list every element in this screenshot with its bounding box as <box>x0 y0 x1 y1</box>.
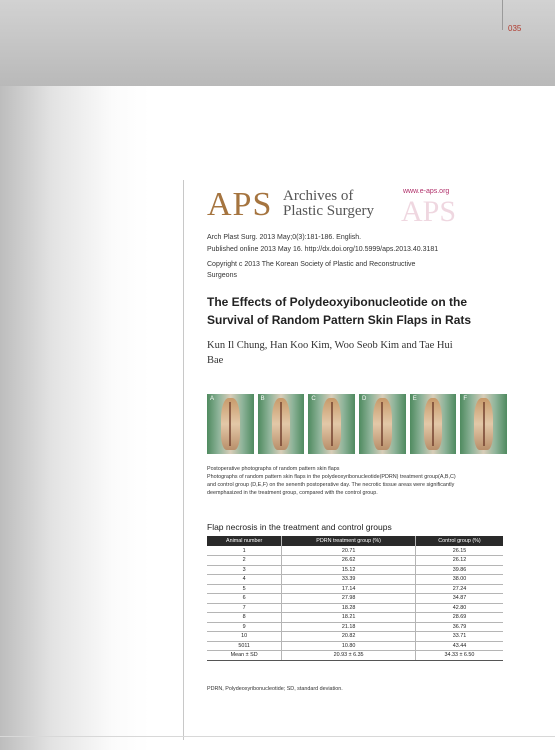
table-row <box>207 546 503 556</box>
figure-caption-line2: Photographs of random pattern skin flaps in the polydeoxyribonucleotide(PDRN) treatment group(A,B,C) <box>207 474 456 480</box>
figure-caption-line4: deemphasized in the treatment group, compared with the control group. <box>207 490 378 496</box>
table-cell: 5011 <box>207 641 282 651</box>
table-cell: 20.93 ± 6.35 <box>282 651 416 661</box>
article-title-line1: The Effects of Polydeoxyibonucleotide on the <box>207 295 468 309</box>
table-cell: 26.15 <box>415 546 503 556</box>
table-cell: 3 <box>207 565 282 575</box>
table-cell: 33.71 <box>415 632 503 642</box>
journal-url[interactable]: www.e-aps.org <box>403 188 450 195</box>
table-title: Flap necrosis in the treatment and control groups <box>207 522 392 532</box>
author-list-line2: Bae <box>207 355 224 366</box>
table-cell: 9 <box>207 622 282 632</box>
table-cell: 33.39 <box>282 575 416 585</box>
figure-caption-line3: and control group (D,E,F) on the senenth postoperative day. The necrotic tissue areas were significantly <box>207 482 455 488</box>
table-row <box>207 565 503 575</box>
journal-logo-acronym: APS <box>207 186 273 223</box>
table-cell: 2 <box>207 556 282 566</box>
table-cell: 26.12 <box>415 556 503 566</box>
article-title-line2: Survival of Random Pattern Skin Flaps in Rats <box>207 313 472 327</box>
figure-panel-a <box>207 394 254 454</box>
author-list <box>207 338 507 368</box>
svg-text:APS: APS <box>401 195 457 224</box>
table-row <box>207 613 503 623</box>
citation-block <box>207 232 507 281</box>
author-list-line1: Kun Il Chung, Han Koo Kim, Woo Seob Kim and Tae Hui <box>207 340 453 351</box>
table-cell: 18.21 <box>282 613 416 623</box>
table-row <box>207 603 503 613</box>
figure-photographs <box>207 394 507 454</box>
journal-name-line2: Plastic Surgery <box>283 203 374 219</box>
page-number-rule <box>502 0 503 30</box>
journal-name-line1: Archives of <box>283 188 354 204</box>
journal-header <box>207 186 507 226</box>
figure-panel-label: E <box>412 396 417 402</box>
table-cell: 21.18 <box>282 622 416 632</box>
figure-panel-label: D <box>362 396 367 402</box>
table-row <box>207 641 503 651</box>
journal-name <box>283 189 374 219</box>
table-cell: 34.87 <box>415 594 503 604</box>
table-row <box>207 584 503 594</box>
table-cell: 18.28 <box>282 603 416 613</box>
page-fold-shadow <box>0 86 150 750</box>
table-cell: 43.44 <box>415 641 503 651</box>
table-cell: 4 <box>207 575 282 585</box>
table-row-summary <box>207 651 503 661</box>
table-header-row <box>207 536 503 546</box>
table-row <box>207 632 503 642</box>
figure-panel-label: A <box>210 396 215 402</box>
figure-panel-b <box>258 394 305 454</box>
table-row <box>207 594 503 604</box>
copyright-line-1: Copyright c 2013 The Korean Society of Plastic and Reconstructive <box>207 261 416 268</box>
table-row <box>207 575 503 585</box>
table-row <box>207 556 503 566</box>
figure-caption <box>207 465 507 497</box>
table-cell: 7 <box>207 603 282 613</box>
citation-line: Arch Plast Surg. 2013 May;0(3):181-186. English. <box>207 234 362 241</box>
figure-panel-d <box>359 394 406 454</box>
table-cell: 42.80 <box>415 603 503 613</box>
table-cell: 1 <box>207 546 282 556</box>
table-cell: 38.00 <box>415 575 503 585</box>
figure-caption-line1: Postoperative photographs of random pattern skin flaps <box>207 466 340 472</box>
table-footnote: PDRN, Polydeoxyribonucleotide; SD, standard deviation. <box>207 686 343 692</box>
table-cell: 27.24 <box>415 584 503 594</box>
figure-panel-c <box>308 394 355 454</box>
table-cell: 5 <box>207 584 282 594</box>
column-header-pdrn: PDRN treatment group (%) <box>282 536 416 546</box>
bottom-rule <box>0 736 555 737</box>
figure-panel-label: F <box>463 396 468 402</box>
figure-panel-label: B <box>260 396 265 402</box>
table-cell: 36.79 <box>415 622 503 632</box>
copyright-line <box>207 259 507 281</box>
figure-panel-f <box>460 394 507 454</box>
published-line[interactable]: Published online 2013 May 16. http://dx.doi.org/10.5999/aps.2013.40.3181 <box>207 246 439 253</box>
table-cell: 28.69 <box>415 613 503 623</box>
table-cell: 34.33 ± 6.50 <box>415 651 503 661</box>
table-row <box>207 622 503 632</box>
table-cell: 20.82 <box>282 632 416 642</box>
table-cell: 27.98 <box>282 594 416 604</box>
page-number: 035 <box>508 24 522 33</box>
table-cell: Mean ± SD <box>207 651 282 661</box>
results-table <box>207 536 503 661</box>
table-cell: 15.12 <box>282 565 416 575</box>
figure-panel-label: C <box>311 396 316 402</box>
table-cell: 8 <box>207 613 282 623</box>
column-header-animal: Animal number <box>207 536 282 546</box>
article-page <box>207 186 507 692</box>
table-cell: 39.86 <box>415 565 503 575</box>
copyright-line-2: Surgeons <box>207 272 237 279</box>
table-cell: 10 <box>207 632 282 642</box>
inner-page-rule <box>183 180 184 740</box>
figure-panel-e <box>410 394 457 454</box>
article-title <box>207 293 507 329</box>
table-cell: 6 <box>207 594 282 604</box>
table-cell: 17.14 <box>282 584 416 594</box>
column-header-control: Control group (%) <box>415 536 503 546</box>
table-cell: 10.80 <box>282 641 416 651</box>
table-cell: 26.62 <box>282 556 416 566</box>
page-header-band <box>0 0 555 86</box>
table-cell: 20.71 <box>282 546 416 556</box>
